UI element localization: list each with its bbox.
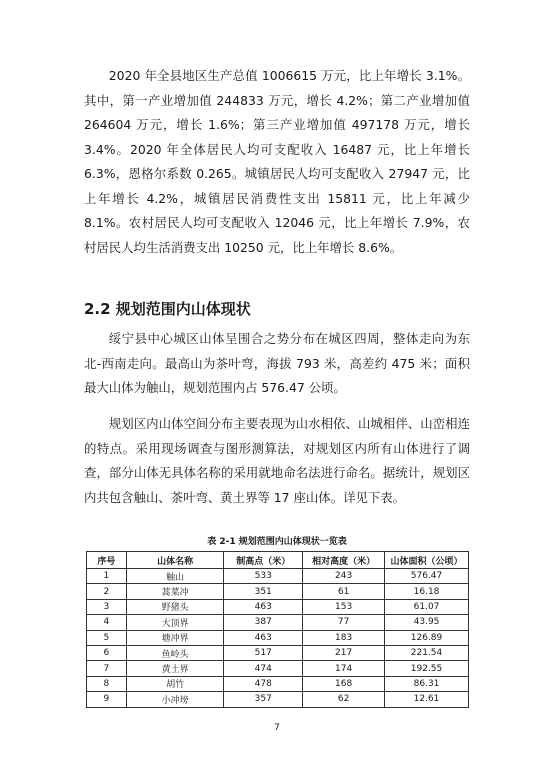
cell-relative-height: 183 (303, 630, 385, 645)
cell-peak: 517 (224, 645, 303, 660)
cell-name: 黄土界 (126, 661, 224, 676)
table-row (87, 584, 469, 599)
cell-name: 野猪头 (126, 599, 224, 614)
cell-index: 6 (87, 645, 127, 660)
table-row (87, 645, 469, 660)
cell-area: 221.54 (385, 645, 469, 660)
page-number: 7 (274, 723, 280, 733)
cell-peak: 463 (224, 630, 303, 645)
cell-index: 7 (87, 661, 127, 676)
cell-relative-height: 61 (303, 584, 385, 599)
header-relative-height: 相对高度（米） (303, 552, 385, 569)
cell-peak: 463 (224, 599, 303, 614)
paragraph-mountains-distribution: 规划区内山体空间分布主要表现为山水相依、山城相伴、山峦相连的特点。采用现场调查与图形测算法，对规划区内所有山体进行了调查，部分山体无具体名称的采用就地命名法进行命名。据统计，规划区内共包含触山、茶叶弯、黄土界等 17 座山体。详见下表。 (84, 416, 470, 505)
cell-index: 3 (87, 599, 127, 614)
header-mountain-name: 山体名称 (126, 552, 224, 569)
table-row (87, 599, 469, 614)
cell-index: 5 (87, 630, 127, 645)
cell-relative-height: 174 (303, 661, 385, 676)
cell-relative-height: 62 (303, 692, 385, 707)
table-row (87, 676, 469, 691)
section-heading: 2.2 规划范围内山体现状 (84, 300, 251, 318)
cell-name: 塘冲界 (126, 630, 224, 645)
cell-relative-height: 217 (303, 645, 385, 660)
cell-name: 小冲塝 (126, 692, 224, 707)
cell-index: 9 (87, 692, 127, 707)
cell-index: 8 (87, 676, 127, 691)
cell-area: 61.07 (385, 599, 469, 614)
cell-name: 胡竹 (126, 676, 224, 691)
cell-peak: 474 (224, 661, 303, 676)
cell-relative-height: 77 (303, 615, 385, 630)
table-row (87, 569, 469, 584)
table-row (87, 692, 469, 707)
cell-relative-height: 243 (303, 569, 385, 584)
cell-peak: 478 (224, 676, 303, 691)
cell-peak: 357 (224, 692, 303, 707)
cell-index: 2 (87, 584, 127, 599)
paragraph-mountains-overview: 绥宁县中心城区山体呈围合之势分布在城区四周，整体走向为东北-西南走向。最高山为茶叶弯，海拔 793 米，高差约 475 米；面积最大山体为触山，规划范围内占 576.47 公顷。 (84, 331, 470, 395)
cell-area: 576.47 (385, 569, 469, 584)
cell-area: 192.55 (385, 661, 469, 676)
cell-index: 1 (87, 569, 127, 584)
cell-name: 大顶界 (126, 615, 224, 630)
header-area: 山体面积（公顷） (385, 552, 469, 569)
cell-index: 4 (87, 615, 127, 630)
cell-peak: 387 (224, 615, 303, 630)
cell-area: 86.31 (385, 676, 469, 691)
cell-peak: 351 (224, 584, 303, 599)
cell-area: 126.89 (385, 630, 469, 645)
paragraph-economy: 2020 年全县地区生产总值 1006615 万元，比上年增长 3.1%。其中，第一产业增加值 244833 万元，增长 4.2%；第二产业增加值 264604 万元，增长 1.6%；第三产业增加值 497178 万元，增长 3.4%。2020 年全体居民人均可支配收入 16487 元，比上年增长 6.3%，恩格尔系数 0.265。城镇居民人均可支配收入 27947 元，比上年增长 4.2%，城镇居民消费性支出 15811 元，比上年减少 8.1%。农村居民人均可支配收入 12046 元，比上年增长 7.9%，农村居民人均生活消费支出 10250 元，比上年增长 8.6%。 (84, 68, 470, 255)
cell-peak: 533 (224, 569, 303, 584)
table-row (87, 615, 469, 630)
table-row (87, 630, 469, 645)
cell-name: 触山 (126, 569, 224, 584)
table-row (87, 661, 469, 676)
cell-area: 16.18 (385, 584, 469, 599)
cell-relative-height: 168 (303, 676, 385, 691)
cell-name: 鱼岭头 (126, 645, 224, 660)
cell-area: 43.95 (385, 615, 469, 630)
mountain-status-table (86, 551, 469, 708)
header-index: 序号 (87, 552, 127, 569)
header-peak-elevation: 制高点（米） (224, 552, 303, 569)
table-header-row (87, 552, 469, 569)
cell-relative-height: 153 (303, 599, 385, 614)
table-caption: 表 2-1 规划范围内山体现状一览表 (207, 537, 347, 547)
cell-name: 蒿菜冲 (126, 584, 224, 599)
cell-area: 12.61 (385, 692, 469, 707)
